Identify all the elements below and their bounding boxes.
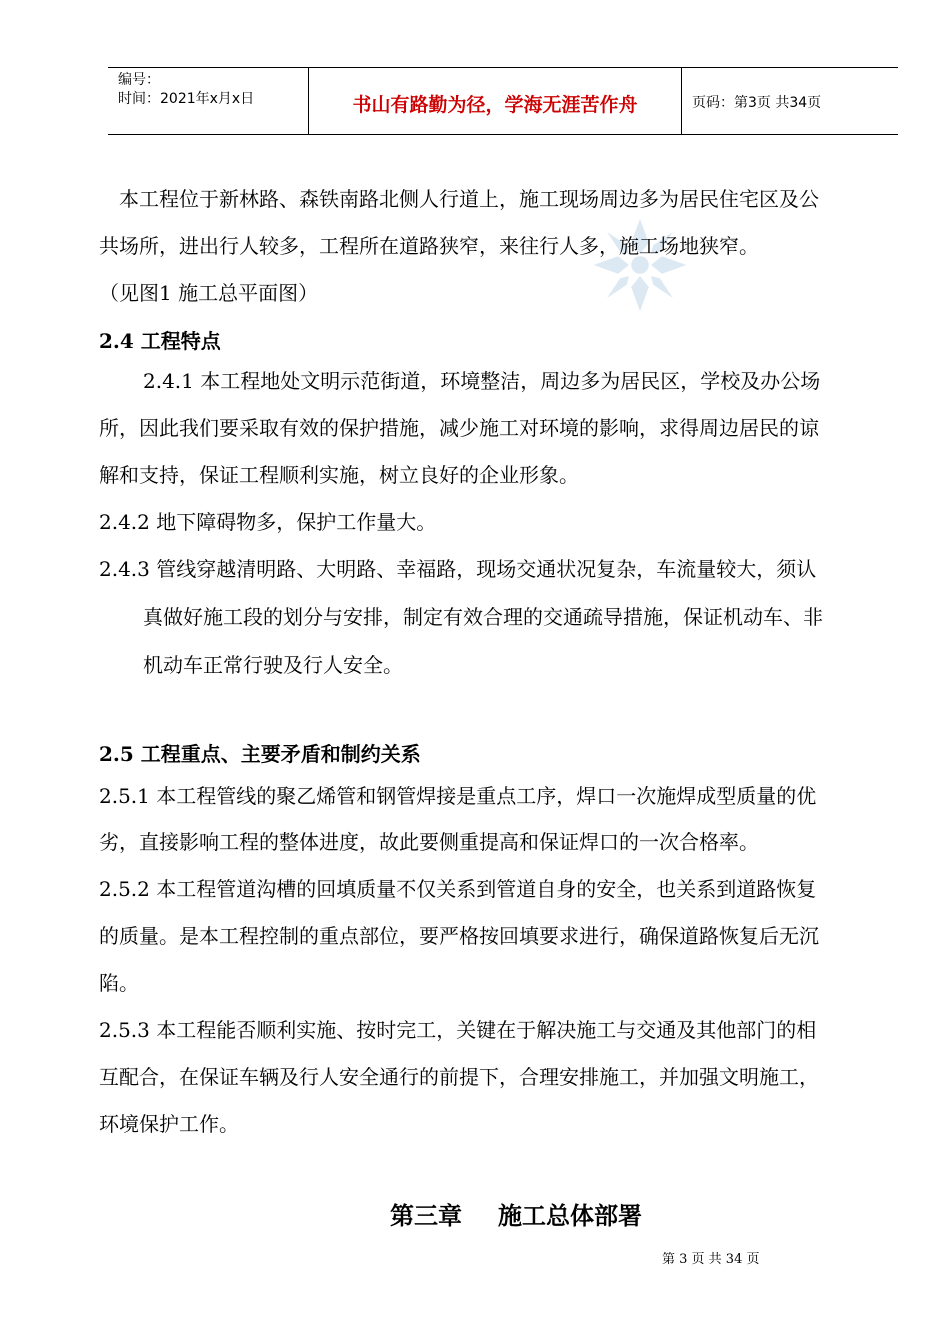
paragraph-line: 2.5.1 本工程管线的聚乙烯管和钢管焊接是重点工序，焊口一次施焊成型质量的优 <box>99 784 817 808</box>
header-motto: 书山有路勤为径，学海无涯苦作舟 <box>309 68 682 134</box>
paragraph-line: 2.5.3 本工程能否顺利实施、按时完工，关键在于解决施工与交通及其他部门的相 <box>99 1018 817 1042</box>
paragraph-line: 2.4.1 本工程地处文明示范街道，环境整洁，周边多为居民区，学校及办公场 <box>143 369 821 393</box>
header-page-info: 页码：第3页 共34页 <box>692 95 822 111</box>
paragraph-line: 互配合，在保证车辆及行人安全通行的前提下，合理安排施工，并加强文明施工， <box>99 1065 819 1089</box>
time-label: 时间：2021年x月x日 <box>118 91 255 107</box>
paragraph-line: 所，因此我们要采取有效的保护措施，减少施工对环境的影响，求得周边居民的谅 <box>99 416 819 440</box>
paragraph-line: 2.5.2 本工程管道沟槽的回填质量不仅关系到管道自身的安全，也关系到道路恢复 <box>99 877 817 901</box>
paragraph-line: 本工程位于新林路、森铁南路北侧人行道上，施工现场周边多为居民住宅区及公 <box>119 187 819 211</box>
paragraph-line: 环境保护工作。 <box>99 1112 239 1136</box>
page-header <box>108 67 898 135</box>
chapter-number: 第三章 <box>390 1202 462 1230</box>
page-footer: 第 3 页 共 34 页 <box>662 1252 760 1267</box>
number-label: 编号： <box>118 72 160 88</box>
figure-reference: （见图1 施工总平面图） <box>99 281 319 305</box>
paragraph-line: 机动车正常行驶及行人安全。 <box>143 653 403 677</box>
paragraph-line: 真做好施工段的划分与安排，制定有效合理的交通疏导措施，保证机动车、非 <box>143 605 823 629</box>
paragraph-line: 解和支持，保证工程顺利实施，树立良好的企业形象。 <box>99 463 579 487</box>
paragraph-line: 2.4.2 地下障碍物多，保护工作量大。 <box>99 510 437 534</box>
paragraph-line: 陷。 <box>99 971 139 995</box>
paragraph-line: 共场所，进出行人较多，工程所在道路狭窄，来往行人多，施工场地狭窄。 <box>99 234 759 258</box>
section-heading-2-5: 2.5 工程重点、主要矛盾和制约关系 <box>99 742 421 766</box>
paragraph-line: 的质量。是本工程控制的重点部位，要严格按回填要求进行，确保道路恢复后无沉 <box>99 924 819 948</box>
paragraph-line: 劣，直接影响工程的整体进度，故此要侧重提高和保证焊口的一次合格率。 <box>99 830 759 854</box>
chapter-name: 施工总体部署 <box>498 1202 642 1230</box>
header-meta <box>108 68 309 134</box>
chapter-title <box>390 1196 642 1231</box>
paragraph-line: 2.4.3 管线穿越清明路、大明路、幸福路，现场交通状况复杂，车流量较大，须认 <box>99 557 817 581</box>
section-heading-2-4: 2.4 工程特点 <box>99 329 221 353</box>
